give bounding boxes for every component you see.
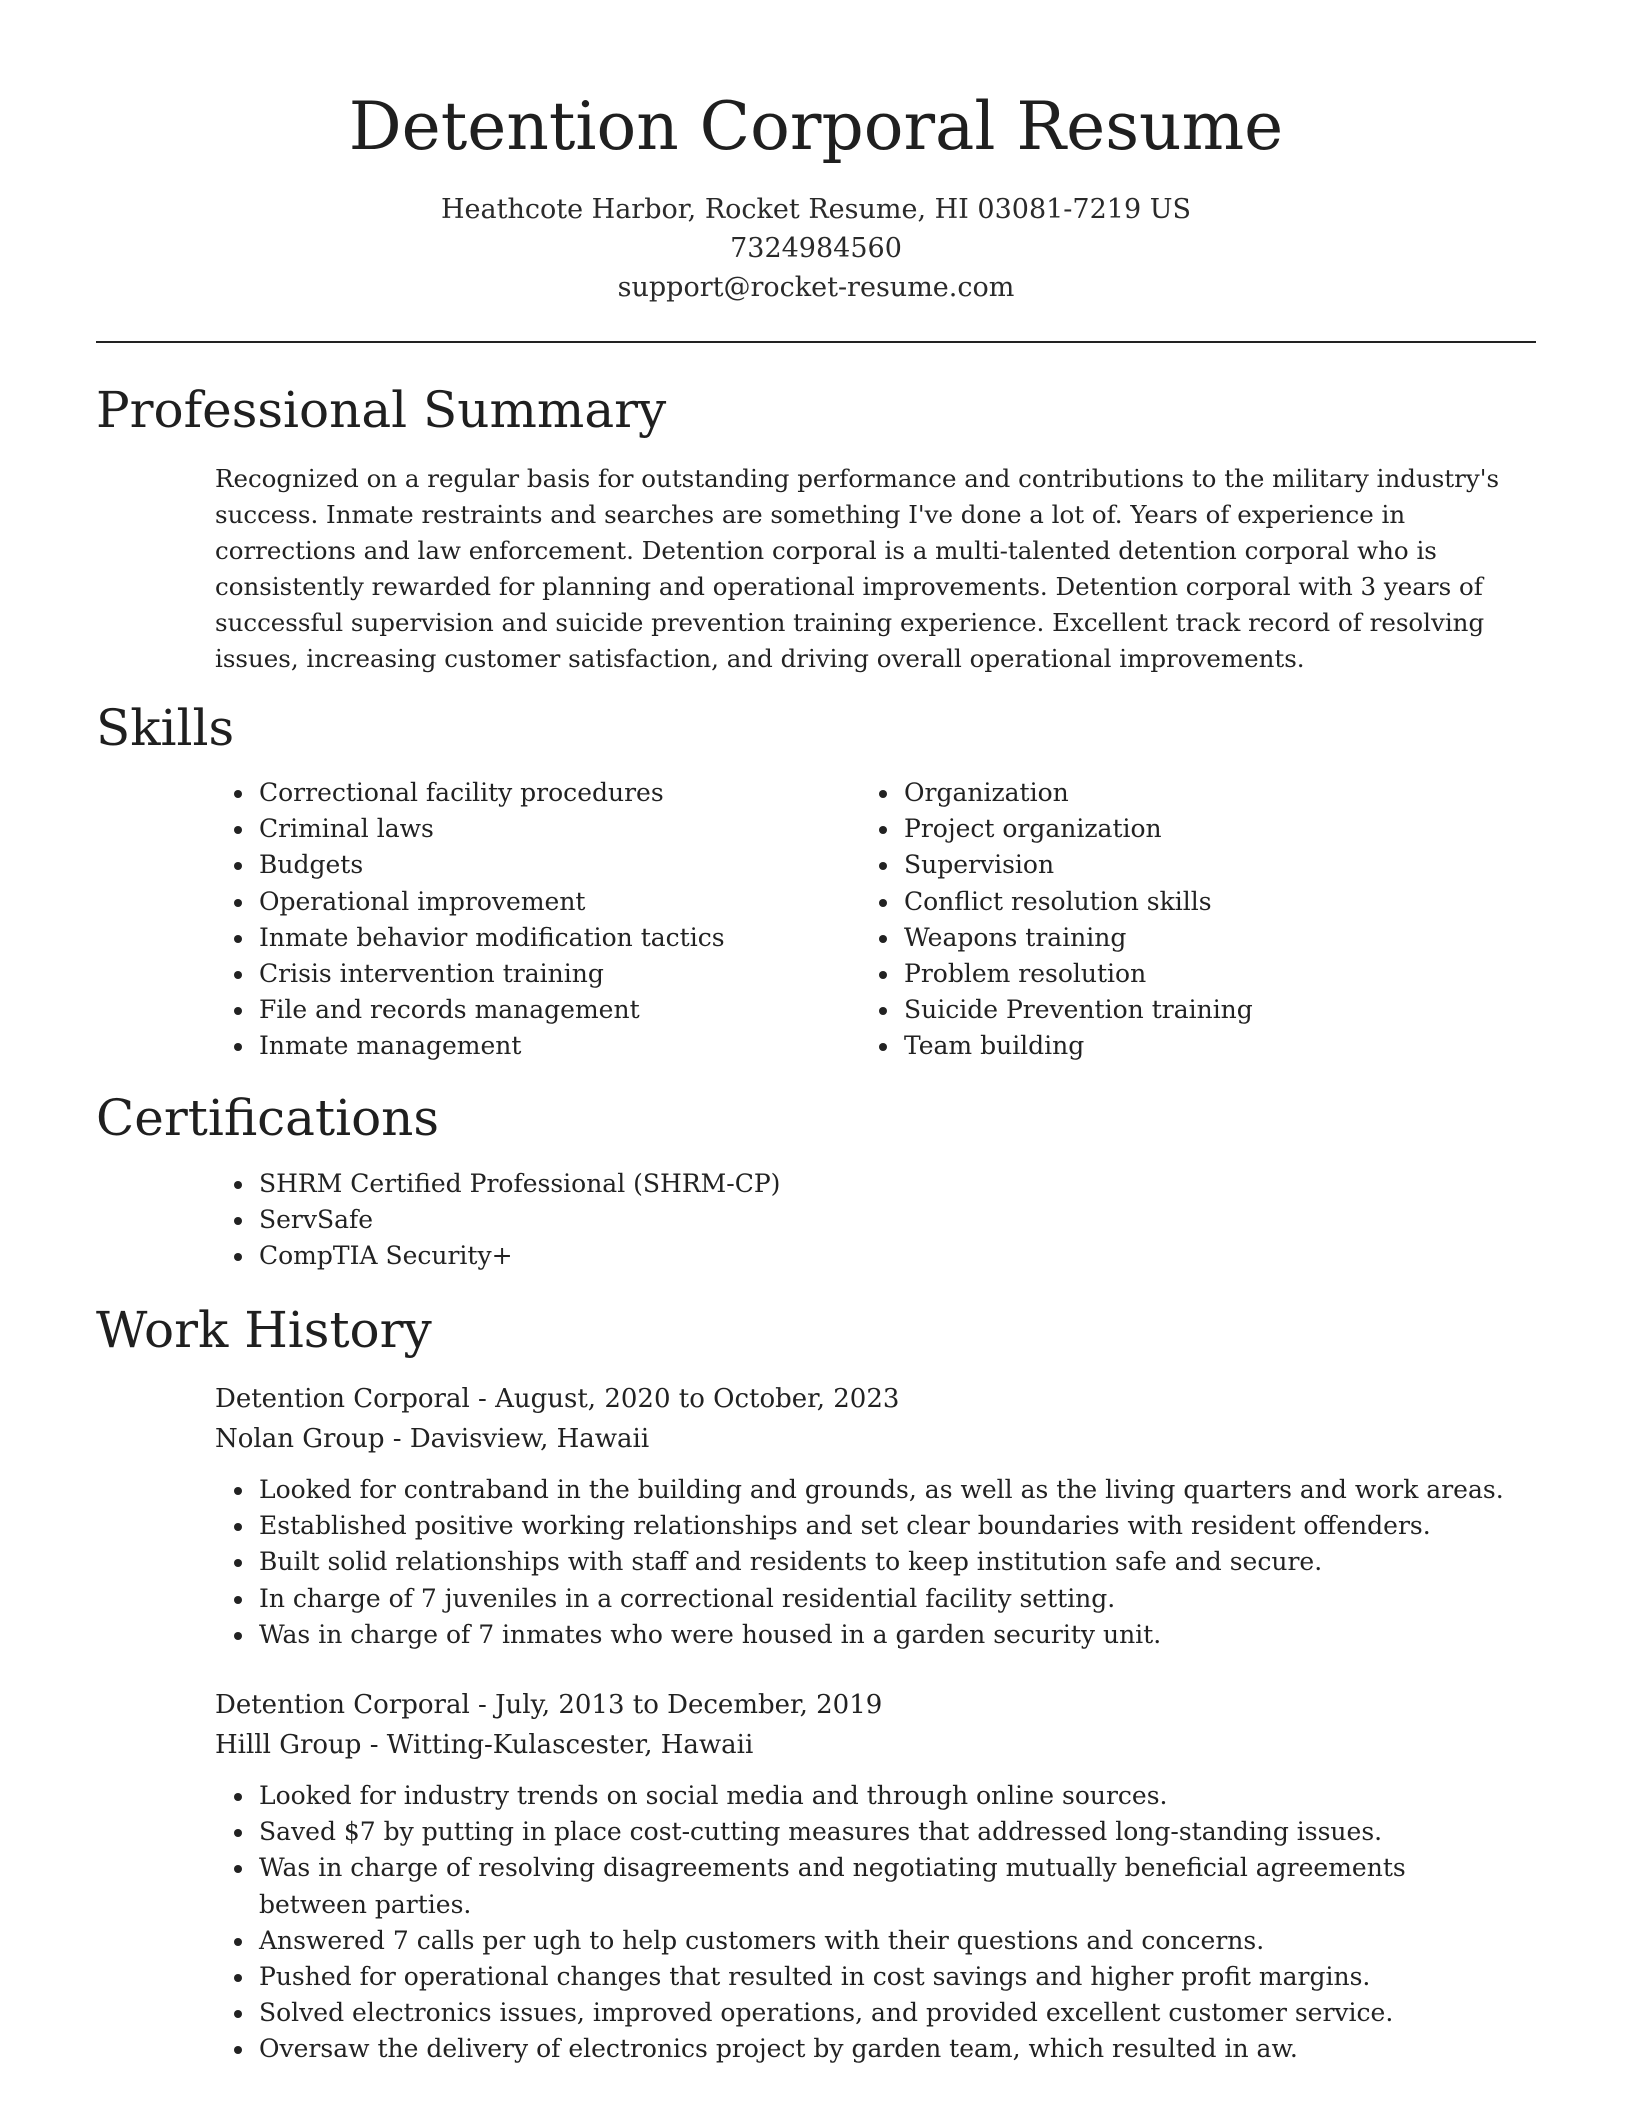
skill-item: Conflict resolution skills xyxy=(860,884,1480,920)
job-title: Detention Corporal xyxy=(215,1384,470,1414)
job-duty: Looked for industry trends on social media and through online sources. xyxy=(215,1778,1515,1814)
job-duty: Was in charge of resolving disagreements and negotiating mutually beneficial agreements between parties. xyxy=(215,1850,1515,1922)
job-company: Hilll Group xyxy=(215,1730,362,1760)
job-company: Nolan Group xyxy=(215,1424,385,1454)
job-duties-list xyxy=(215,1778,1515,2068)
skill-item: File and records management xyxy=(215,992,835,1028)
contact-address: Heathcote Harbor, Rocket Resume, HI 03081-7219 US xyxy=(441,194,1191,225)
job-duty: Was in charge of 7 inmates who were housed in a garden security unit. xyxy=(215,1617,1545,1653)
job-duty: In charge of 7 juveniles in a correctional residential facility setting. xyxy=(215,1581,1545,1617)
job-duty: Oversaw the delivery of electronics project by garden team, which resulted in aw. xyxy=(215,2031,1515,2067)
skill-item: Correctional facility procedures xyxy=(215,775,835,811)
job-location: Witting-Kulascester, Hawaii xyxy=(386,1730,754,1760)
job-duty: Established positive working relationships and set clear boundaries with resident offenders. xyxy=(215,1508,1545,1544)
contact-email: support@rocket-resume.com xyxy=(617,272,1015,303)
header-divider xyxy=(96,341,1536,343)
job-duties-list xyxy=(215,1472,1545,1653)
job-dates: August, 2020 to October, 2023 xyxy=(495,1384,900,1414)
skills-heading: Skills xyxy=(96,699,235,757)
job-duty: Saved $7 by putting in place cost-cutting measures that addressed long-standing issues. xyxy=(215,1814,1515,1850)
skill-item: Organization xyxy=(860,775,1480,811)
summary-heading: Professional Summary xyxy=(96,381,667,439)
resume-title: Detention Corporal Resume xyxy=(348,88,1284,165)
summary-text: Recognized on a regular basis for outstanding performance and contributions to the military industry's success. Inmate restraints and searches are something I've done a lot of. Years of experience in corrections and law enforcement. Detention corporal is a multi-talented detention corporal who is consistently rewarded for planning and operational improvements. Detention corporal with 3 years of successful supervision and suicide prevention training experience. Excellent track record of resolving issues, increasing customer satisfaction, and driving overall operational improvements. xyxy=(215,464,1500,673)
skill-item: Supervision xyxy=(860,847,1480,883)
skill-item: Suicide Prevention training xyxy=(860,992,1480,1028)
work-history-heading: Work History xyxy=(96,1301,432,1359)
job-location: Davisview, Hawaii xyxy=(409,1424,650,1454)
skill-item: Inmate behavior modification tactics xyxy=(215,920,835,956)
job-company-line: Hilll Group - Witting-Kulascester, Hawaii xyxy=(215,1730,754,1760)
certifications-list xyxy=(215,1166,1515,1275)
skill-item: Criminal laws xyxy=(215,811,835,847)
contact-info xyxy=(0,190,1632,307)
skill-item: Problem resolution xyxy=(860,956,1480,992)
job-duty: Pushed for operational changes that resulted in cost savings and higher profit margins. xyxy=(215,1959,1515,1995)
contact-phone: 7324984560 xyxy=(730,233,902,264)
certification-item: SHRM Certified Professional (SHRM-CP) xyxy=(215,1166,1515,1202)
job-title-line: Detention Corporal - July, 2013 to December, 2019 xyxy=(215,1690,883,1720)
skill-item: Team building xyxy=(860,1028,1480,1064)
job-title: Detention Corporal xyxy=(215,1690,470,1720)
job-dates: July, 2013 to December, 2019 xyxy=(495,1690,883,1720)
certifications-heading: Certifications xyxy=(96,1089,440,1147)
certification-item: CompTIA Security+ xyxy=(215,1238,1515,1274)
job-duty: Looked for contraband in the building and grounds, as well as the living quarters and work areas. xyxy=(215,1472,1545,1508)
skill-item: Crisis intervention training xyxy=(215,956,835,992)
skill-item: Weapons training xyxy=(860,920,1480,956)
skill-item: Project organization xyxy=(860,811,1480,847)
job-duty: Solved electronics issues, improved operations, and provided excellent customer service. xyxy=(215,1995,1515,2031)
skill-item: Inmate management xyxy=(215,1028,835,1064)
certification-item: ServSafe xyxy=(215,1202,1515,1238)
job-duty: Answered 7 calls per ugh to help customers with their questions and concerns. xyxy=(215,1923,1515,1959)
job-title-line: Detention Corporal - August, 2020 to October, 2023 xyxy=(215,1384,900,1414)
job-company-line: Nolan Group - Davisview, Hawaii xyxy=(215,1424,650,1454)
skill-item: Budgets xyxy=(215,847,835,883)
job-duty: Built solid relationships with staff and residents to keep institution safe and secure. xyxy=(215,1544,1545,1580)
skill-item: Operational improvement xyxy=(215,884,835,920)
skills-list-right xyxy=(860,775,1480,1065)
skills-list-left xyxy=(215,775,835,1065)
